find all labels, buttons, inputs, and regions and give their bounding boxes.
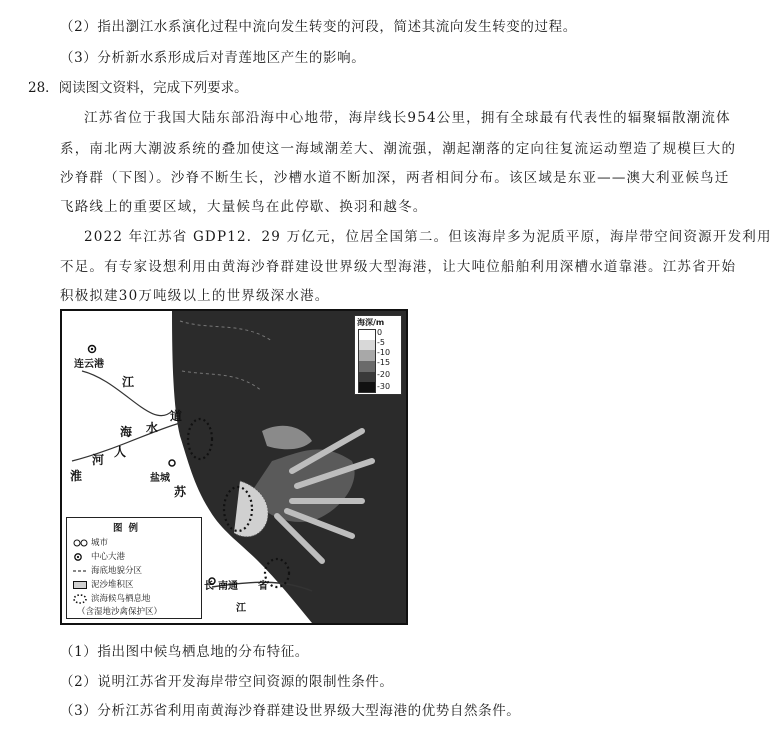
legend-sand-label: 泥沙堆积区 — [91, 580, 134, 590]
legend-seabed-label: 海底地貌分区 — [91, 566, 143, 576]
label-ren: 人 — [114, 445, 127, 459]
legend-seabed — [73, 564, 142, 576]
depth-tick: -10 — [377, 348, 391, 357]
depth-legend-title: 海深/m — [357, 318, 385, 327]
sand-area-icon — [73, 581, 87, 589]
label-hai: 海 — [120, 425, 133, 439]
legend-city-label: 城市 — [91, 538, 109, 548]
sub-question-2: （2）说明江苏省开发海岸带空间资源的限制性条件。 — [60, 674, 394, 690]
depth-tick: 0 — [377, 328, 383, 337]
label-shui: 水 — [146, 421, 159, 435]
legend-city — [73, 536, 108, 548]
depth-legend-bar — [358, 329, 376, 393]
paragraph-2-line-2: 不足。有专家设想利用由黄海沙脊群建设世界级大型海港，让大吨位船舶利用深槽水道靠港。江苏省开始 — [60, 259, 737, 275]
sub-question-1: （1）指出图中候鸟栖息地的分布特征。 — [60, 644, 309, 660]
port-icon — [73, 553, 87, 561]
lianyungang-port-center — [91, 348, 93, 350]
paragraph-2-line-1: 2022 年江苏省 GDP12．29 万亿元，位居全国第二。但该海岸多为泥质平原，海岸带空间资源开发利用 — [84, 229, 772, 245]
paragraph-1-line-1: 江苏省位于我国大陆东部沿海中心地带，海岸线长954公里，拥有全球最有代表性的辐聚辐散潮流体 — [84, 110, 731, 126]
label-changjiang: 长 — [204, 581, 214, 592]
city-icon — [73, 539, 87, 547]
sub-question-3: （3）分析江苏省利用南黄海沙脊群建设世界级大型海港的优势自然条件。 — [60, 703, 521, 719]
legend-bird — [73, 592, 151, 604]
label-sheng: 省 — [258, 581, 268, 592]
label-su: 苏 — [174, 485, 187, 499]
question-27-3: （3）分析新水系形成后对青莲地区产生的影响。 — [60, 50, 366, 66]
label-jiang-2: 江 — [236, 603, 246, 614]
paragraph-1-line-2: 系，南北两大潮波系统的叠加使这一海域潮差大、潮流强，潮起潮落的定向往复流运动塑造了规模巨大的 — [60, 141, 737, 157]
depth-tick: -15 — [377, 358, 391, 367]
map-legend — [66, 517, 202, 619]
question-28-heading: 28．阅读图文资料，完成下列要求。 — [28, 80, 248, 96]
legend-title: 图例 — [113, 523, 145, 534]
label-lianyungang: 连云港 — [74, 359, 104, 370]
depth-tick: -20 — [377, 370, 391, 379]
legend-port — [73, 550, 125, 562]
label-yancheng: 盐城 — [150, 473, 170, 484]
legend-bird-label: 滨海候鸟栖息地 — [91, 594, 151, 604]
depth-tick: -30 — [377, 382, 391, 391]
label-nantong: 南通 — [218, 581, 238, 592]
label-huai: 淮 — [70, 469, 83, 483]
legend-bird-note: （含湿地沙禽保护区） — [77, 607, 163, 617]
depth-tick: -5 — [377, 338, 385, 347]
label-jiang-1: 江 — [122, 375, 135, 389]
depth-legend — [354, 315, 402, 395]
bird-habitat-icon — [73, 594, 87, 604]
dashed-line-icon — [73, 567, 87, 575]
question-27-2: （2）指出瀏江水系演化过程中流向发生转变的河段，简述其流向发生转变的过程。 — [60, 19, 577, 35]
paragraph-1-line-4: 飞路线上的重要区域，大量候鸟在此停歇、换羽和越冬。 — [60, 199, 428, 215]
sand-ridge-map — [60, 309, 408, 625]
label-he: 河 — [92, 453, 105, 467]
paragraph-1-line-3: 沙脊群（下图）。沙脊不断生长，沙槽水道不断加深，两者相间分布。该区域是东亚——澳大利亚候鸟迁 — [60, 170, 730, 186]
legend-sand — [73, 578, 134, 590]
paragraph-2-line-3: 积极拟建30万吨级以上的世界级深水港。 — [60, 288, 330, 304]
yancheng-city-marker — [169, 460, 175, 466]
legend-port-label: 中心大港 — [91, 552, 126, 562]
label-dao: 道 — [170, 409, 183, 423]
